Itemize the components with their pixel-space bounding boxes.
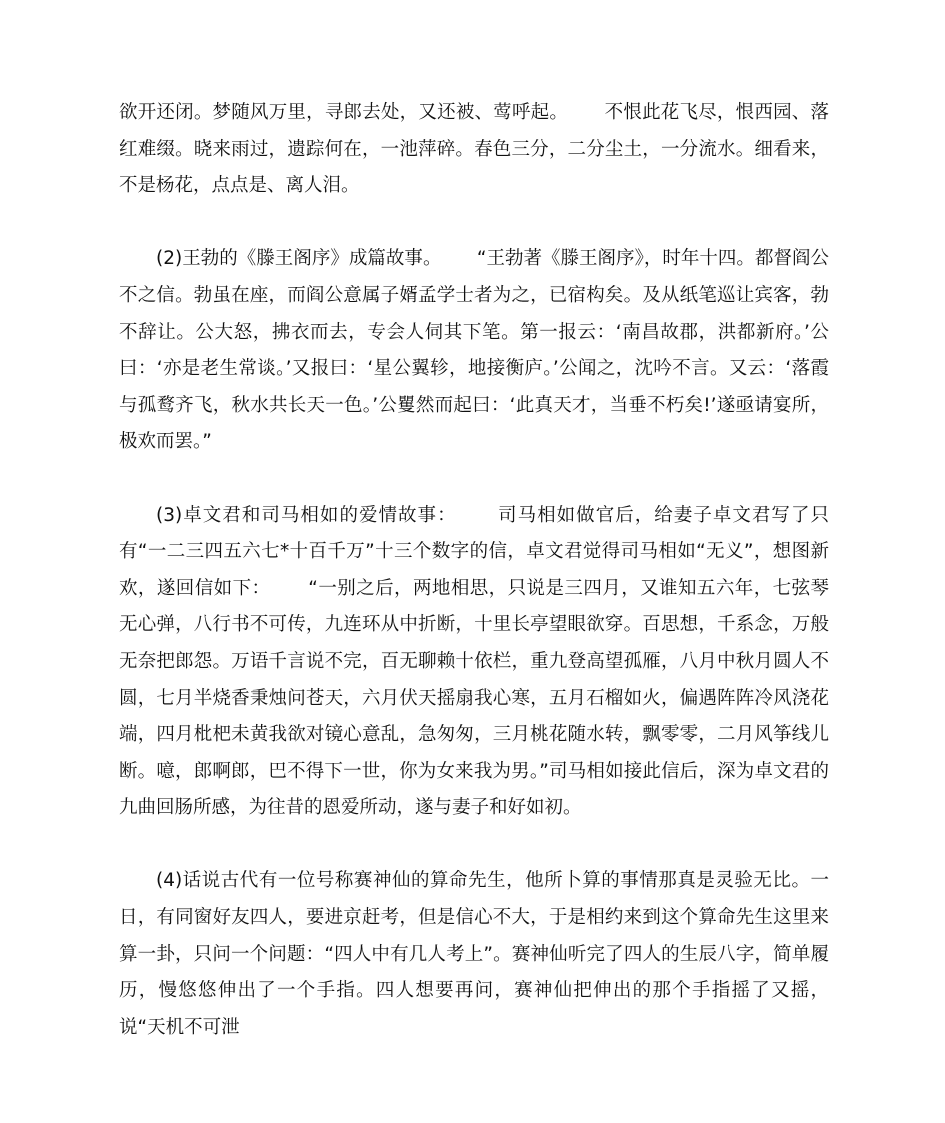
- paragraph-tengwang-story: (2)王勃的《滕王阁序》成篇故事。 “王勃著《滕王阁序》，时年十四。都督阎公不之信。勃虽在座，而阎公意属子婿孟学士者为之，已宿构矣。及从纸笔巡让宾客，勃不辞让。公大怒，拂衣而去，专会人伺其下笔。第一报云：‘南昌故郡，洪都新府。’公曰：‘亦是老生常谈。’又报曰：‘星公翼轸，地接衡庐。’公闻之，沈吟不言。又云：‘落霞与孤鹜齐飞，秋水共长天一色。’公矍然而起曰：‘此真天才，当垂不朽矣!’遂亟请宴所，极欢而罢。”: [119, 248, 829, 453]
- paragraph-poem-continuation: 欲开还闭。梦随风万里，寻郎去处，又还被、莺呼起。 不恨此花飞尽，恨西园、落红难缀。晓来雨过，遗踪何在，一池萍碎。春色三分，二分尘土，一分流水。细看来，不是杨花，点点是、离人泪。: [119, 102, 829, 197]
- paragraph-zhuo-wenjun-story: (3)卓文君和司马相如的爱情故事： 司马相如做官后，给妻子卓文君写了只有“一二三四五六七*十百千万”十三个数字的信，卓文君觉得司马相如“无义”，想图新欢，遂回信如下： “一别之后，两地相思，只说是三四月，又谁知五六年，七弦琴无心弹，八行书不可传，九连环从中折断，十里长亭望眼欲穿。百思想，千系念，万般无奈把郎怨。万语千言说不完，百无聊赖十依栏，重九登高望孤雁，八月中秋月圆人不圆，七月半烧香秉烛问苍天，六月伏天摇扇我心寒，五月石榴如火，偏遇阵阵冷风浇花端，四月枇杷未黄我欲对镜心意乱，急匆匆，三月桃花随水转，飘零零，二月风筝线儿断。噫，郎啊郎，巴不得下一世，你为女来我为男。”司马相如接此信后，深为卓文君的九曲回肠所感，为往昔的恩爱所动，遂与妻子和好如初。: [119, 504, 829, 819]
- document-body: [119, 95, 829, 1046]
- paragraph-fortune-teller-story: (4)话说古代有一位号称赛神仙的算命先生，他所卜算的事情那真是灵验无比。一日，有同窗好友四人，要进京赶考，但是信心不大，于是相约来到这个算命先生这里来算一卦，只问一个问题：“四人中有几人考上”。赛神仙听完了四人的生辰八字，简单履历，慢悠悠伸出了一个手指。四人想要再问，赛神仙把伸出的那个手指摇了又摇，说“天机不可泄: [119, 870, 829, 1038]
